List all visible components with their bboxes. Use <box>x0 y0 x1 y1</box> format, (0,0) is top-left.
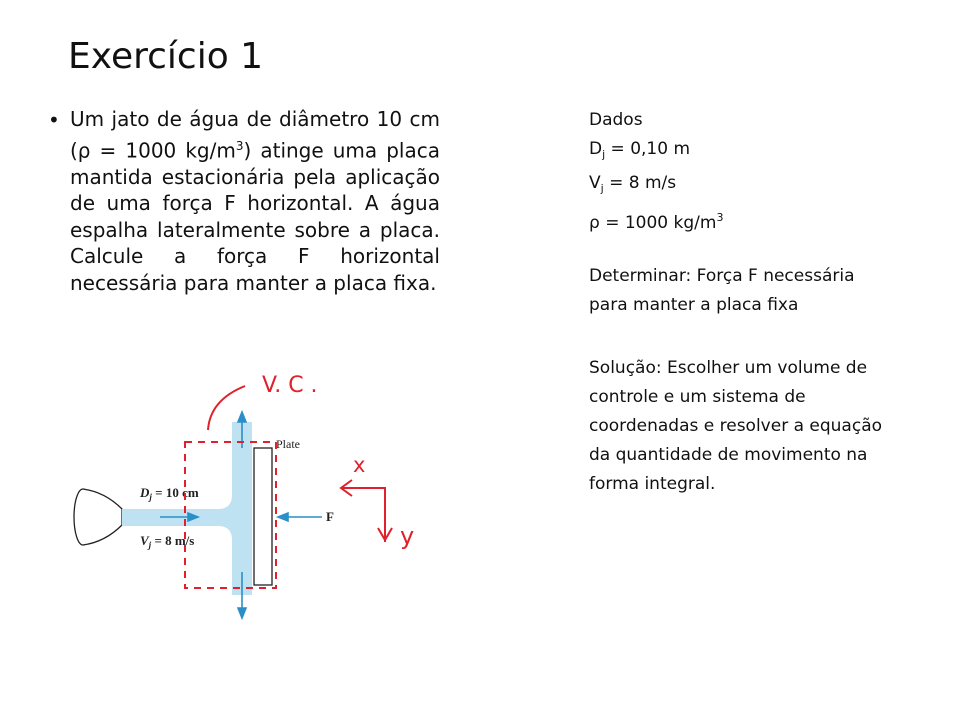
plate-label: Plate <box>276 437 300 451</box>
problem-text-2: ) atinge uma placa mantida estacionária pela aplicação de uma força F horizontal. A água espalha lateralmente sobre a placa. Calcule a força F horizontal necessária para manter a placa fixa. <box>70 138 440 295</box>
plate-shape <box>254 448 272 585</box>
y-axis-label: y <box>400 522 415 550</box>
solution-line-2: controle e um sistema de <box>589 387 806 407</box>
vj-value: = 8 m/s <box>603 173 677 193</box>
dj-sub: j <box>602 148 606 161</box>
given-diameter <box>589 135 939 169</box>
vj-sub: j <box>600 182 604 195</box>
solution-line-3: coordenadas e resolver a equação <box>589 416 883 436</box>
determine-line-2: para manter a placa fixa <box>589 295 799 315</box>
problem-text-1: Um jato de água de diâmetro 10 cm (ρ = 1000 kg/m <box>70 107 440 163</box>
dj-symbol: D <box>589 139 603 159</box>
rho-exp: 3 <box>716 211 724 224</box>
cv-label: V. C . <box>262 373 318 398</box>
given-density <box>589 203 939 238</box>
force-label: F <box>326 509 334 524</box>
jet-plate-figure <box>60 360 440 630</box>
solution-line-5: forma integral. <box>589 474 716 494</box>
problem-bullet <box>48 106 440 296</box>
water-jet-shape <box>122 422 252 595</box>
problem-text-exp: 3 <box>235 138 244 153</box>
vj-symbol: V <box>589 173 601 193</box>
nozzle-icon <box>74 489 122 545</box>
determine-line-1: Determinar: Força F necessária <box>589 266 855 286</box>
dj-value: = 0,10 m <box>605 139 691 159</box>
rho-text: ρ = 1000 kg/m <box>589 213 717 233</box>
solution-line-1: Solução: Escolher um volume de <box>589 358 868 378</box>
bullet-dot-icon: • <box>48 108 60 132</box>
dj-label: $D_j = 10$ cm <box>140 485 199 502</box>
given-panel <box>589 106 939 499</box>
axes-annotation <box>341 480 392 542</box>
x-axis-label: x <box>353 453 366 477</box>
jet-plate-diagram <box>60 360 440 630</box>
determine-block <box>589 262 939 320</box>
slide-title: Exercício 1 <box>68 36 264 77</box>
vj-label: $V_j = 8$ m/s <box>140 533 195 550</box>
given-heading: Dados <box>589 110 643 130</box>
given-velocity <box>589 169 939 203</box>
solution-line-4: da quantidade de movimento na <box>589 445 868 465</box>
solution-block <box>589 354 939 499</box>
problem-statement <box>70 106 440 296</box>
